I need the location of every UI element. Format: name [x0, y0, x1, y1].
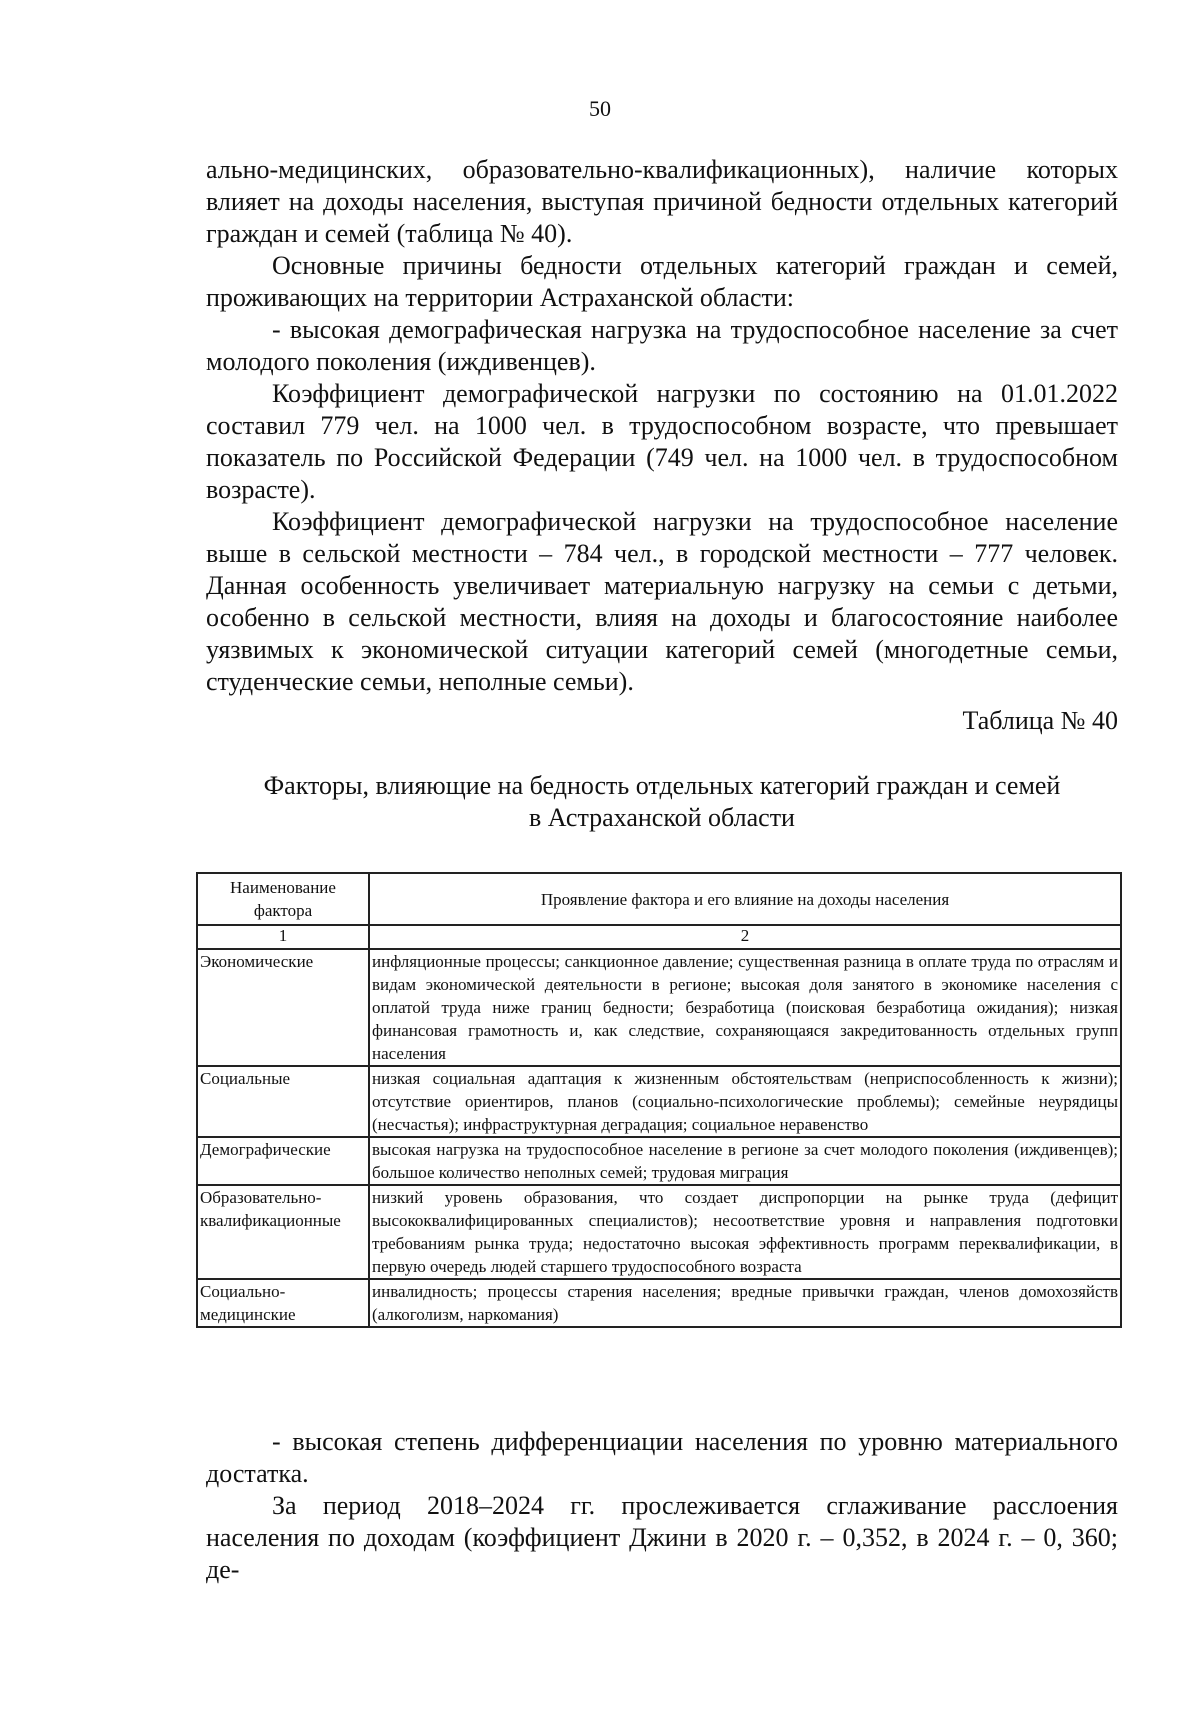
- table-row: [197, 1137, 1121, 1185]
- paragraph: За период 2018–2024 гг. прослеживается сглаживание расслоения населения по доходам (коэффициент Джини в 2020 г. – 0,352, в 2024 г. – 0, 360; де-: [206, 1491, 1118, 1584]
- table-row: [197, 1185, 1121, 1279]
- paragraph: - высокая демографическая нагрузка на трудоспособное население за счет молодого поколения (иждивенцев).: [206, 315, 1118, 376]
- table-label: Таблица № 40: [962, 706, 1118, 735]
- factor-description: инвалидность; процессы старения населения; вредные привычки граждан, членов домохозяйств (алкоголизм, наркомания): [369, 1279, 1121, 1327]
- paragraph: Основные причины бедности отдельных категорий граждан и семей, проживающих на территории Астраханской области:: [206, 251, 1118, 312]
- table-row: [197, 1066, 1121, 1137]
- table-header-cell: Наименование фактора: [197, 873, 369, 925]
- paragraph: Коэффициент демографической нагрузки на трудоспособное население выше в сельской местности – 784 чел., в городской местности – 777 человек. Данная особенность увеличивает материальную нагрузку на семьи с детьми, особенно в сельской местности, влияя на доходы и благосостояние наиболее уязвимых к экономической ситуации категорий семей (многодетные семьи, студенческие семьи, неполные семьи).: [206, 507, 1118, 696]
- column-number: 2: [369, 925, 1121, 949]
- paragraph: - высокая степень дифференциации населения по уровню материального достатка.: [206, 1427, 1118, 1488]
- factor-description: инфляционные процессы; санкционное давление; существенная разница в оплате труда по отраслям и видам экономической деятельности в регионе; высокая доля занятого в экономике населения с оплатой труда ниже границ бедности; безработица (поисковая безработица ожидания); низкая финансовая грамотность и, как следствие, сохраняющаяся закредитованность отдельных групп населения: [369, 949, 1121, 1066]
- table-header-row: [197, 873, 1121, 925]
- factors-table: [196, 872, 1122, 1328]
- table-title-line: Факторы, влияющие на бедность отдельных категорий граждан и семей: [263, 771, 1061, 800]
- factor-name: Образовательно-квалификационные: [197, 1185, 369, 1279]
- table-column-number-row: [197, 925, 1121, 949]
- factor-name: Экономические: [197, 949, 369, 1066]
- table-title: [206, 770, 1118, 834]
- factor-name: Социальные: [197, 1066, 369, 1137]
- factor-name: Демографические: [197, 1137, 369, 1185]
- factor-description: низкий уровень образования, что создает диспропорции на рынке труда (дефицит высококвалифицированных специалистов); несоответствие уровня и направления подготовки требованиям рынка труда; недостаточно высокая эффективность программ переквалификации, в первую очередь людей старшего трудоспособного возраста: [369, 1185, 1121, 1279]
- paragraph: Коэффициент демографической нагрузки по состоянию на 01.01.2022 составил 779 чел. на 1000 чел. в трудоспособном возрасте, что превышает показатель по Российской Федерации (749 чел. на 1000 чел. в трудоспособном возрасте).: [206, 379, 1118, 504]
- body-text-bottom: [206, 1426, 1118, 1586]
- table-title-line: в Астраханской области: [529, 803, 795, 832]
- body-text-top: [206, 154, 1118, 698]
- page-number: 50: [589, 96, 611, 121]
- factor-description: высокая нагрузка на трудоспособное население в регионе за счет молодого поколения (иждивенцев); большое количество неполных семей; трудовая миграция: [369, 1137, 1121, 1185]
- table-header-cell: Проявление фактора и его влияние на доходы населения: [369, 873, 1121, 925]
- table-row: [197, 1279, 1121, 1327]
- factor-name: Социально-медицинские: [197, 1279, 369, 1327]
- table-row: [197, 949, 1121, 1066]
- column-number: 1: [197, 925, 369, 949]
- factor-description: низкая социальная адаптация к жизненным обстоятельствам (неприспособленность к жизни); отсутствие ориентиров, планов (социально-психологические проблемы); семейные неурядицы (несчастья); инфраструктурная деградация; социальное неравенство: [369, 1066, 1121, 1137]
- paragraph: ально-медицинских, образовательно-квалификационных), наличие которых влияет на доходы населения, выступая причиной бедности отдельных категорий граждан и семей (таблица № 40).: [206, 155, 1118, 248]
